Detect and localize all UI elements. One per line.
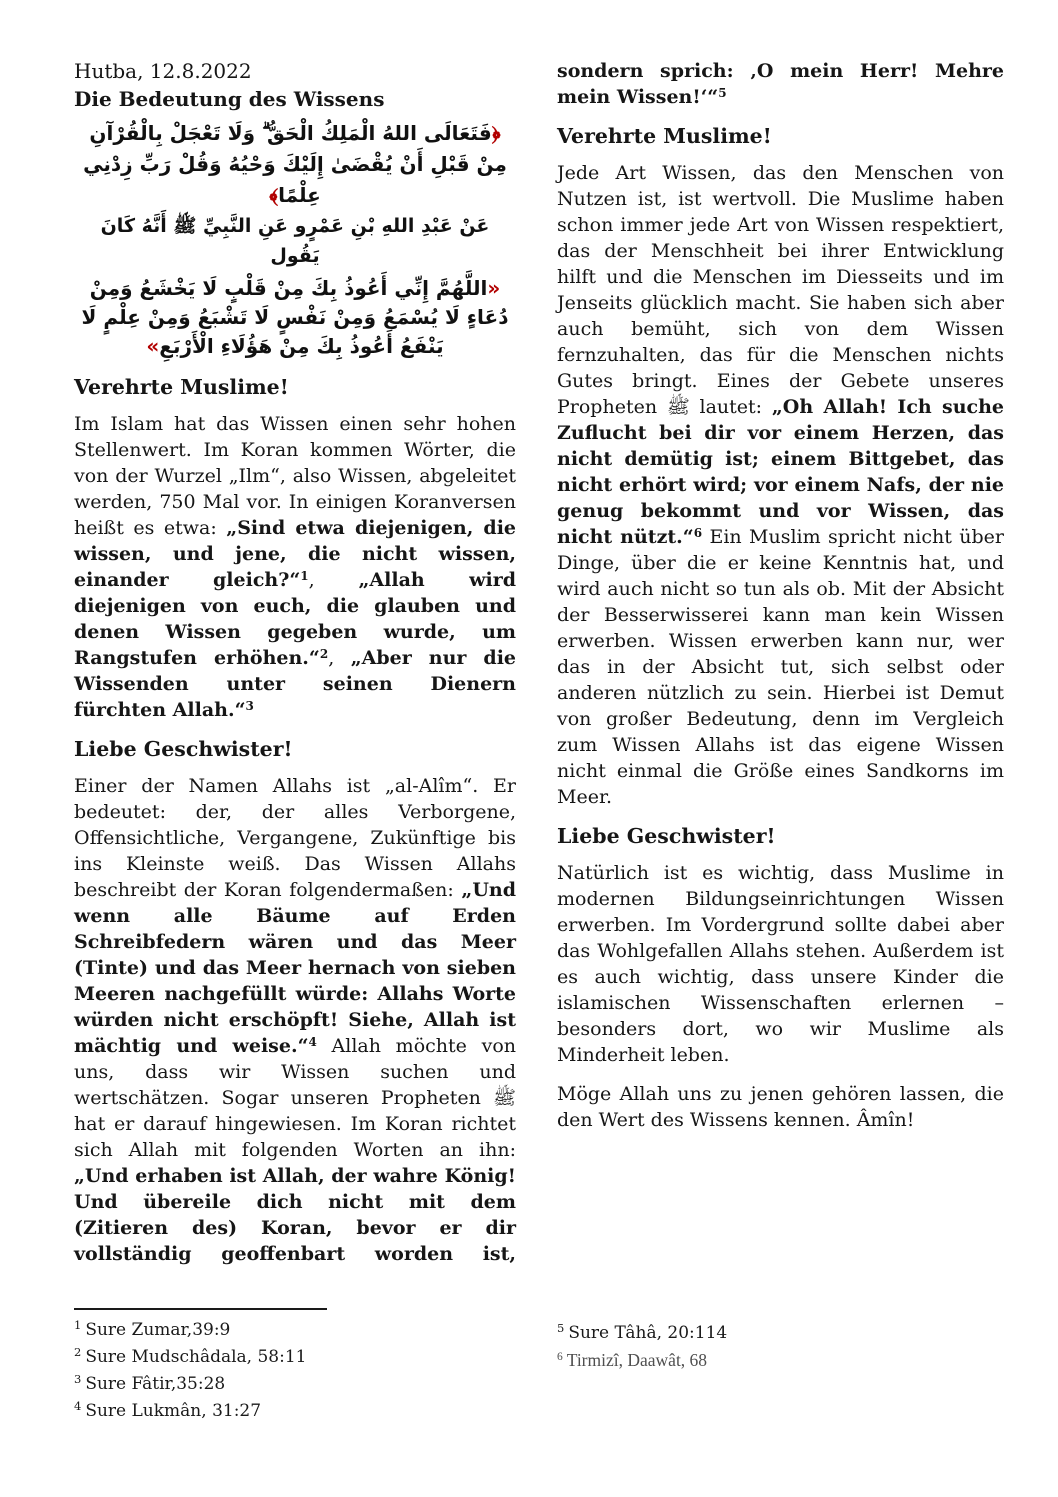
footnote-6 <box>557 1347 1004 1376</box>
paragraph-jede-art-wissen <box>557 160 1011 810</box>
arabic-isnad: عَنْ عَبْدِ اللهِ بْنِ عَمْرٍو عَنِ النَّبِيِّ ﷺ أَنَّهُ كَانَ يَقُول <box>100 215 490 267</box>
paragraph-continuation-quote <box>557 58 1011 110</box>
footnote-list-left <box>74 1317 516 1425</box>
ornate-bracket-close: ﴾ <box>269 183 279 207</box>
text-run: „Sind etwa diejenigen, die wissen, und jene, die nicht wissen, einander gleich?“ <box>74 517 523 591</box>
text-run: Allah möchte von uns, dass wir Wissen suchen und wertschätzen. Sogar unseren Propheten ﷺ hat er darauf hingewiesen. Im Koran richtet sich Allah mit folgenden Worten an ihn: <box>74 1035 523 1161</box>
footnote-number: 3 <box>74 1372 82 1386</box>
footnote-text: Sure Tâhâ, 20:114 <box>568 1323 728 1343</box>
text-run: „Und wenn alle Bäume auf Erden Schreibfedern wären und das Meer (Tinte) und das Meer hernach von sieben Meeren nachgefüllt würde: Allahs Worte würden nicht erschöpft! Siehe, Allah ist mächtig und weise.“ <box>74 879 523 1057</box>
section-heading-verehrte-muslime: Verehrte Muslime! <box>74 375 289 399</box>
text-run: „Oh Allah! Ich suche Zuflucht bei dir vor einem Herzen, das nicht demütig ist; einem Bittgebet, das nicht erhört wird; vor einem Nafs, der nie genug bekommt und vor Wissen, das nicht nützt.“ <box>557 396 1011 548</box>
text-run: „Aber nur die Wissenden unter seinen Dienern fürchten Allah.“ <box>74 647 523 721</box>
footnotes-left <box>74 1308 516 1425</box>
arabic-hadith <box>74 274 516 361</box>
text-run: Im Islam hat das Wissen einen sehr hohen Stellenwert. Im Koran kommen Wörter, die von der Wurzel „Ilm“, also Wissen, abgeleitet werden, 750 Mal vor. In einigen Koranversen heißt es etwa: <box>74 413 523 539</box>
text-run: , <box>308 569 359 591</box>
arabic-verse <box>74 118 516 211</box>
paragraph-bildungseinrichtungen <box>557 860 1011 1068</box>
footnote-text: Sure Zumar,39:9 <box>85 1320 231 1340</box>
footnote-number: 1 <box>74 1318 82 1332</box>
arabic-verse-text: فَتَعَالَى اللهُ الْمَلِكُ الْحَقُّ ۗ وَلَا تَعْجَلْ بِالْقُرْآنِ مِنْ قَبْلِ أَنْ يُقْضَىٰ إِلَيْكَ وَحْيُهُ وَقُلْ رَبِّ زِدْنِي عِلْمًا <box>83 121 507 207</box>
text-run: , <box>328 647 351 669</box>
footnote-text: Sure Lukmân, 31:27 <box>85 1401 262 1421</box>
arabic-quote-block <box>74 118 516 361</box>
footnote-marker: 3 <box>245 699 254 713</box>
page-title: Die Bedeutung des Wissens <box>74 87 385 111</box>
text-run: sondern sprich: ‚O mein Herr! Mehre mein Wissen!‘“ <box>557 60 1011 108</box>
footnote-number: 4 <box>74 1399 82 1413</box>
paragraph-wissen-stellenwert <box>74 411 523 723</box>
text-run: Einer der Namen Allahs ist „al-Alîm“. Er bedeutet: der, der alles Verborgene, Offensichtliche, Vergangene, Zukünftige bis ins Kleinste weiß. Das Wissen Allahs beschreibt der Koran folgendermaßen: <box>74 775 523 901</box>
footnote-marker: 2 <box>319 647 329 661</box>
footnote-text: Sure Mudschâdala, 58:11 <box>85 1347 307 1367</box>
footnote-list-right <box>557 1320 1004 1376</box>
guillemet-close: » <box>146 334 160 358</box>
footnotes-right <box>557 1320 1004 1376</box>
footnote-marker: 6 <box>693 526 703 540</box>
paragraph-schlussgebet <box>557 1081 1011 1133</box>
footnote-4 <box>74 1398 516 1425</box>
guillemet-open: « <box>487 276 501 300</box>
section-heading-verehrte-muslime-2: Verehrte Muslime! <box>557 124 772 148</box>
text-run: Möge Allah uns zu jenen gehören lassen, die den Wert des Wissens kennen. Âmîn! <box>557 1083 1011 1131</box>
text-run: „Allah wird diejenigen von euch, die glauben und denen Wissen gegeben wurde, um Rangstufen erhöhen.“ <box>74 569 523 669</box>
footnote-5 <box>557 1320 1004 1347</box>
footnote-text: Sure Fâtir,35:28 <box>85 1374 226 1394</box>
text-run: Jede Art Wissen, das den Menschen von Nutzen ist, ist wertvoll. Die Muslime haben schon immer jede Art von Wissen respektiert, das der Menschheit bei ihrer Entwicklung hilft und die Menschen im Diesseits und im Jenseits glücklich macht. Sie haben sich aber auch bemüht, sich von dem Wissen fernzuhalten, das für die Menschen nichts Gutes bringt. Eines der Gebete unseres Propheten ﷺ lautet: <box>557 162 1011 418</box>
section-heading-liebe-geschwister-2: Liebe Geschwister! <box>557 824 776 848</box>
footnote-1 <box>74 1317 516 1344</box>
text-run: Natürlich ist es wichtig, dass Muslime in modernen Bildungseinrichtungen Wissen erwerben. Im Vordergrund sollte dabei aber das Wohlgefallen Allahs stehen. Außerdem ist es auch wichtig, dass unsere Kinder die islamischen Wissenschaften erlernen – besonders dort, wo wir Muslime als Minderheit leben. <box>557 862 1011 1066</box>
date-line: Hutba, 12.8.2022 <box>74 59 252 83</box>
left-column <box>74 58 523 1267</box>
section-heading-liebe-geschwister: Liebe Geschwister! <box>74 737 293 761</box>
footnote-marker: 5 <box>718 86 727 100</box>
footnote-number: 6 <box>557 1351 563 1363</box>
footnote-marker: 1 <box>300 569 309 583</box>
footnote-text: Tirmizî, Daawât, 68 <box>566 1350 708 1370</box>
footnote-number: 5 <box>557 1321 565 1335</box>
arabic-hadith-text: اللَّهُمَّ إِنِّي أَعُوذُ بِكَ مِنْ قَلْبٍ لَا يَخْشَعُ وَمِنْ دُعَاءٍ لَا يُسْمَعُ وَمِنْ نَفْسٍ لَا تَشْبَعُ وَمِنْ عِلْمٍ لَا يَنْفَعُ أَعُوذُ بِكَ مِنْ هَؤُلَاءِ الْأَرْبَعِ <box>81 276 509 358</box>
paragraph-al-alim <box>74 773 523 1267</box>
ornate-bracket-open: ﴿ <box>491 121 501 145</box>
text-run: „Und erhaben ist Allah, der wahre König! Und übereile dich nicht mit dem (Zitieren des) Koran, bevor er dir vollständig geoffenbart worden ist, <box>74 1165 523 1265</box>
footnote-number: 2 <box>74 1345 82 1359</box>
footnote-3 <box>74 1371 516 1398</box>
text-run: Ein Muslim spricht nicht über Dinge, über die er keine Kenntnis hat, und wird auch nicht so tun als ob. Mit der Absicht der Besserwisserei kann man kein Wissen erwerben. Wissen erwerben kann nur, wer das in der Absicht tut, sich selbst oder anderen nützlich zu sein. Hierbei ist Demut von großer Bedeutung, denn im Vergleich zum Wissen Allahs ist das eigene Wissen nicht einmal die Größe eines Sandkorns im Meer. <box>557 526 1011 808</box>
footnote-separator <box>74 1308 327 1310</box>
footnote-marker: 4 <box>308 1035 317 1049</box>
right-column <box>557 58 1011 1133</box>
footnote-2 <box>74 1344 516 1371</box>
